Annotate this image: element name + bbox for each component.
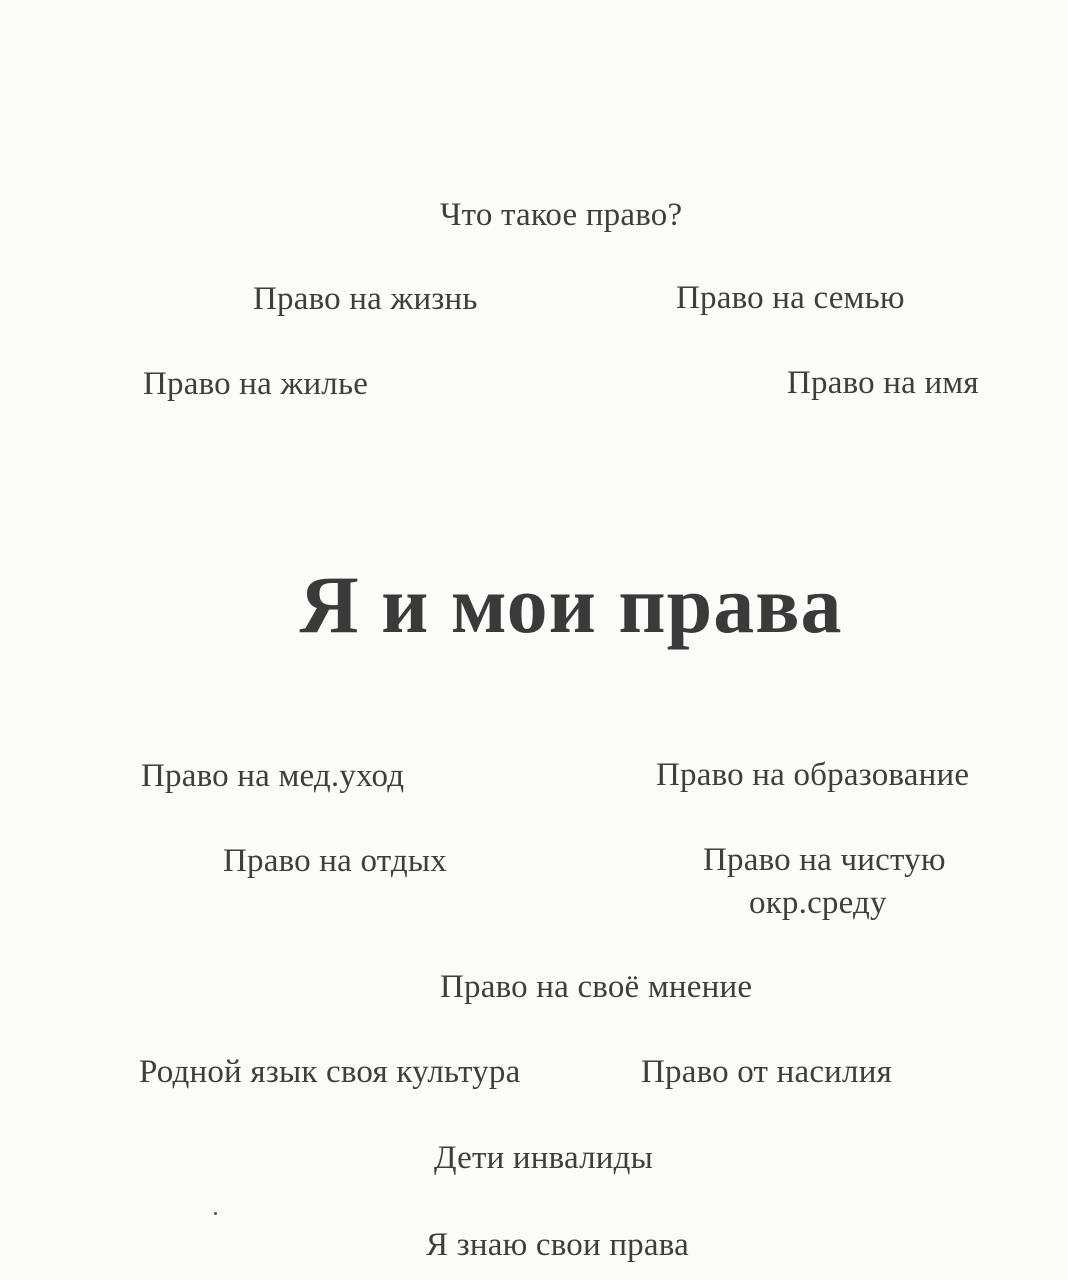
right-to-clean-environment-line2: окр.среду — [749, 885, 887, 921]
native-language-culture: Родной язык своя культура — [139, 1054, 521, 1090]
right-to-medical-care: Право на мед.уход — [141, 758, 405, 794]
right-to-clean-environment-line1: Право на чистую — [703, 842, 946, 878]
right-from-violence: Право от насилия — [641, 1054, 892, 1090]
i-know-my-rights: Я знаю свои права — [426, 1227, 689, 1263]
page-title: Я и мои права — [299, 559, 843, 650]
right-to-education: Право на образование — [656, 757, 970, 793]
right-to-name: Право на имя — [787, 365, 979, 401]
question-text: Что такое право? — [440, 197, 683, 233]
disabled-children: Дети инвалиды — [434, 1140, 653, 1176]
right-to-family: Право на семью — [676, 280, 905, 316]
right-to-housing: Право на жилье — [143, 366, 369, 402]
scan-speck — [214, 1212, 217, 1215]
right-to-rest: Право на отдых — [223, 843, 447, 879]
right-to-life: Право на жизнь — [253, 281, 478, 317]
right-to-opinion: Право на своё мнение — [440, 969, 753, 1005]
